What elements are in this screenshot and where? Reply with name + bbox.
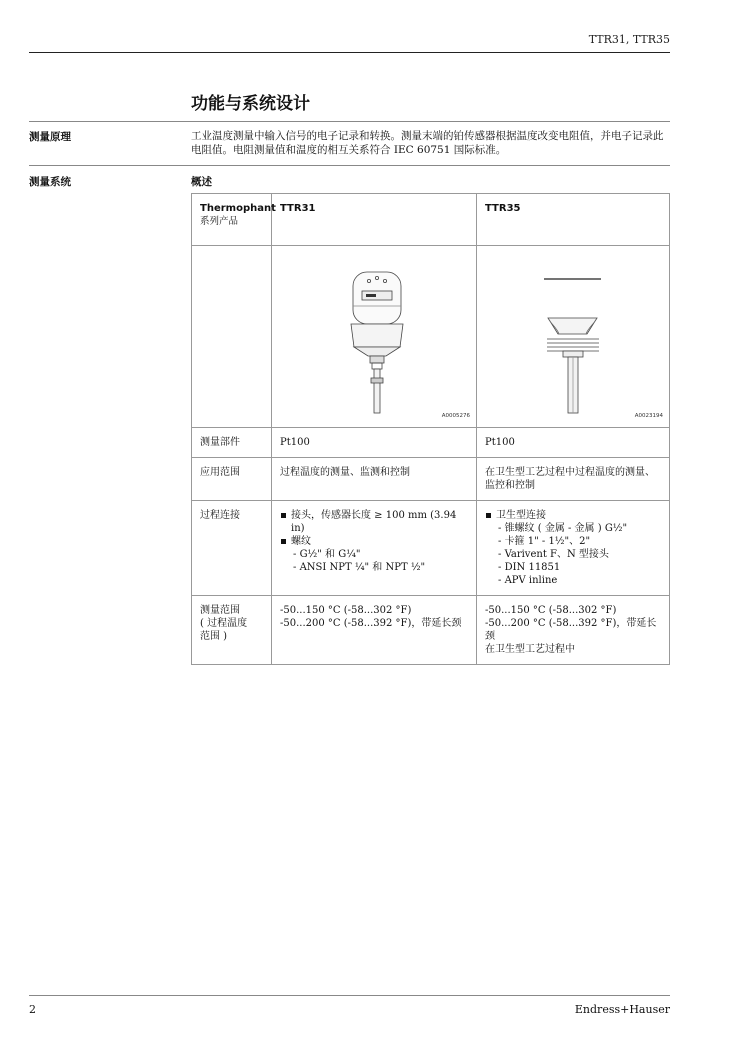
ttr31-device-illustration xyxy=(272,246,477,428)
ttr35-sensor: Pt100 xyxy=(477,428,670,458)
list-item: - 锥螺纹 ( 金属 - 金属 ) G½" xyxy=(498,522,661,535)
ttr31-connection-list xyxy=(280,509,468,574)
ttr31-range xyxy=(272,596,477,665)
list-item: 螺纹 - G½" 和 G¼" - ANSI NPT ¼" 和 NPT ½" xyxy=(280,535,468,574)
ttr35-connection-list xyxy=(485,509,661,587)
range-value: -50...200 °C (-58...392 °F)，带延长颈 xyxy=(280,618,462,629)
range-value: -50...150 °C (-58...302 °F) xyxy=(485,605,617,616)
list-item: - ANSI NPT ¼" 和 NPT ½" xyxy=(293,561,468,574)
table-row-range xyxy=(192,596,670,665)
list-item: 卫生型连接 - 锥螺纹 ( 金属 - 金属 ) G½" - 卡箍 1" - 1½"、2" - Varivent F、N 型接头 - DIN 11851 - APV inline xyxy=(485,509,661,587)
ttr35-device-illustration xyxy=(477,246,671,428)
page-number: 2 xyxy=(29,1003,36,1016)
list-item: - DIN 11851 xyxy=(498,561,661,574)
table-row-images xyxy=(192,246,670,428)
header-family-name: Thermophant xyxy=(200,203,276,214)
row-label-connection: 过程连接 xyxy=(192,501,272,596)
ttr31-connection xyxy=(272,501,477,596)
header-product-title: TTR31, TTR35 xyxy=(588,33,670,46)
system-subheading: 概述 xyxy=(191,176,212,188)
header-rule xyxy=(29,52,670,53)
row-label-range xyxy=(192,596,272,665)
range-value: -50...150 °C (-58...302 °F) xyxy=(280,605,412,616)
list-item: - G½" 和 G¼" xyxy=(293,548,468,561)
table-header-row xyxy=(192,194,670,246)
ttr35-hygienic-sublist xyxy=(496,522,661,587)
range-label-line: ( 过程温度 xyxy=(200,618,248,629)
list-item: - 卡箍 1" - 1½"、2" xyxy=(498,535,661,548)
range-label-line: 测量范围 xyxy=(200,605,240,616)
section-divider xyxy=(29,165,670,166)
header-family-sub: 系列产品 xyxy=(200,216,239,227)
principle-text: 工业温度测量中输入信号的电子记录和转换。测量末端的铂传感器根据温度改变电阻值，并电子记录此电阻值。电阻测量值和温度的相互关系符合 IEC 60751 国际标准。 xyxy=(191,130,664,156)
header-cell-family xyxy=(192,194,276,246)
list-item: - Varivent F、N 型接头 xyxy=(498,548,661,561)
ttr31-application: 过程温度的测量、监测和控制 xyxy=(272,458,477,501)
image-code-ttr31: A0005276 xyxy=(441,413,470,419)
range-value: 在卫生型工艺过程中 xyxy=(485,644,575,655)
footer-rule xyxy=(29,995,670,996)
list-item: 接头，传感器长度 ≥ 100 mm (3.94 in) xyxy=(280,509,468,535)
table-row-connection xyxy=(192,501,670,596)
ttr31-thread-sublist xyxy=(291,548,468,574)
header-cell-ttr35 xyxy=(477,194,670,246)
range-value: -50...200 °C (-58...392 °F)，带延长颈 xyxy=(485,618,657,642)
section-divider xyxy=(29,121,670,122)
image-cell-ttr35 xyxy=(477,246,670,428)
row-label-sensor: 测量部件 xyxy=(192,428,272,458)
brand-name: Endress+Hauser xyxy=(574,1003,670,1016)
image-cell-empty xyxy=(192,246,272,428)
ttr35-range xyxy=(477,596,670,665)
header-ttr31: TTR31 xyxy=(280,203,316,214)
overview-table xyxy=(191,193,670,665)
header-cell-ttr31 xyxy=(272,194,477,246)
principle-label: 测量原理 xyxy=(29,131,71,143)
image-cell-ttr31 xyxy=(272,246,477,428)
system-label: 测量系统 xyxy=(29,176,71,188)
ttr35-application: 在卫生型工艺过程中过程温度的测量、监控和控制 xyxy=(477,458,670,501)
range-label-line: 范围 ) xyxy=(200,631,228,642)
list-item: - APV inline xyxy=(498,574,661,587)
table-row-sensor xyxy=(192,428,670,458)
section-title: 功能与系统设计 xyxy=(191,94,310,114)
row-label-application: 应用范围 xyxy=(192,458,272,501)
image-code-ttr35: A0023194 xyxy=(634,413,663,419)
table-row-application xyxy=(192,458,670,501)
header-ttr35: TTR35 xyxy=(485,203,521,214)
ttr35-connection xyxy=(477,501,670,596)
ttr31-sensor: Pt100 xyxy=(272,428,477,458)
